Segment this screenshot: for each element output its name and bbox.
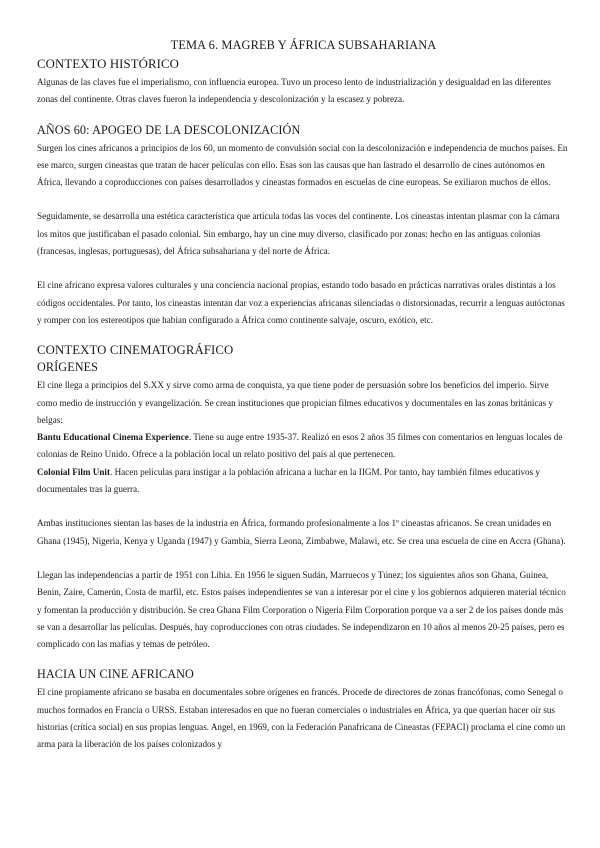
heading-contexto-historico: CONTEXTO HISTÓRICO	[37, 57, 179, 71]
bantu-text: . Tiene su auge entre 1935-37. Realizó en esos 2 años 35 filmes con comentarios en lenguas locales de colonias de Reino Unido. Ofrece a la población local un relato positivo del país al que pertenecen.	[37, 432, 563, 460]
paragraph-origenes-1: El cine llega a principios del S.XX y sirve como arma de conquista, ya que tiene poder de persuasión sobre los beneficios del imperio. Sirve como medio de instrucción y evangelización. Se crean instituciones que propician filmes educativos y documentales en las zonas británicas y belgas:	[37, 380, 553, 425]
document-title: TEMA 6. MAGREB Y ÁFRICA SUBSAHARIANA	[170, 38, 437, 52]
paragraph-instituciones: Ambas instituciones sientan las bases de la industria en África, formando profesionalmente a los 1º cineastas africanos. Se crean unidades en Ghana (1945), Nigeria, Kenya y Uganda (1947) y Gambia, Sierra Leona, Zimbabwe, Malawi, etc. Se crea una escuela de cine en Accra (Ghana).	[37, 518, 566, 546]
subheading-origenes: ORÍGENES	[37, 360, 99, 375]
paragraph-anos60-3: El cine africano expresa valores culturales y una conciencia nacional propias, estando todo basado en prácticas narrativas orales distintas a los códigos occidentales. Por tanto, los cineastas intentan dar voz a experiencias africanas silenciadas o distorsionadas, recurrir a lenguas autóctonas y romper con los estereotipos que habían configurado a África como continente salvaje, oscuro, exótico, etc.	[37, 280, 565, 325]
paragraph-bantu	[37, 429, 570, 464]
paragraph-colonial	[37, 464, 570, 499]
heading-contexto-cinematografico: CONTEXTO CINEMATOGRÁFICO	[37, 343, 234, 358]
heading-anos-60: AÑOS 60: APOGEO DE LA DESCOLONIZACIÓN	[37, 122, 301, 137]
colonial-text: . Hacen películas para instigar a la población africana a luchar en la IIGM. Por tanto, hay también filmes educativos y documentales tras la guerra.	[37, 466, 540, 495]
paragraph-historico: Algunas de las claves fue el imperialismo, con influencia europea. Tuvo un proceso lento de industrialización y desigualdad en las diferentes zonas del continente. Otras claves fueron la independencia y descolonización y la escasez y pobreza.	[37, 77, 551, 105]
bantu-title: Bantu Educational Cinema Experience	[37, 432, 189, 443]
paragraph-anos60-2: Seguidamente, se desarrolla una estética característica que articula todas las voces del continente. Los cineastas intentan plasmar con la cámara los mitos que justificaban el pasado colonial. Sin embargo, hay un cine muy diverso, clasificado por zonas: hecho en las antiguas colonias (francesas, inglesas, portuguesas), del África subsahariana y del norte de África.	[37, 211, 560, 257]
heading-hacia-cine-africano: HACIA UN CINE AFRICANO	[37, 667, 194, 682]
paragraph-independencias: Llegan las independencias a partir de 1951 con Libia. En 1956 le siguen Sudán, Marruecos y Túnez; los siguientes años son Ghana, Guinea, Benin, Zaire, Camerún, Costa de marfil, etc. Estos países independientes se van a interesar por el cine y los gobiernos adquieren material técnico y fomentan la producción y distribución. Se crea Ghana Film Corporation o Nigeria Film Corporation porque va a ser 2 de los países donde más se van a desarrollar las películas. Después, hay coproducciones con otras ciudades. Se independizaron en 10 años al menos 20-25 países, pero es complicado con las mafias y temas de petróleo.	[37, 569, 566, 650]
paragraph-hacia: El cine propiamente africano se basaba en documentales sobre orígenes en francés. Procede de directores de zonas francófonas, como Senegal o muchos formados en Francia o URSS. Estaban interesados en que no fueran comerciales o industriales en África, ya que querían hacer oír sus historias (crítica social) en sus propias lenguas. Angel, en 1969, con la Federación Panafricana de Cineastas (FEPACI) proclama el cine como un arma para la liberación de los países colonizados y	[37, 687, 566, 750]
paragraph-anos60-1: Surgen los cines africanos a principios de los 60, un momento de convulsión social con la descolonización e independencia de muchos países. En ese marco, surgen cineastas que tratan de hacer películas con ello. Esas son las causas que han lastrado el desarrollo de cines autónomos en África, llevando a coproducciones con países desarrollados y cineastas formados en escuelas de cine europeas. Se exiliaron muchos de ellos.	[37, 142, 568, 188]
colonial-title: Colonial Film Unit	[37, 466, 111, 477]
